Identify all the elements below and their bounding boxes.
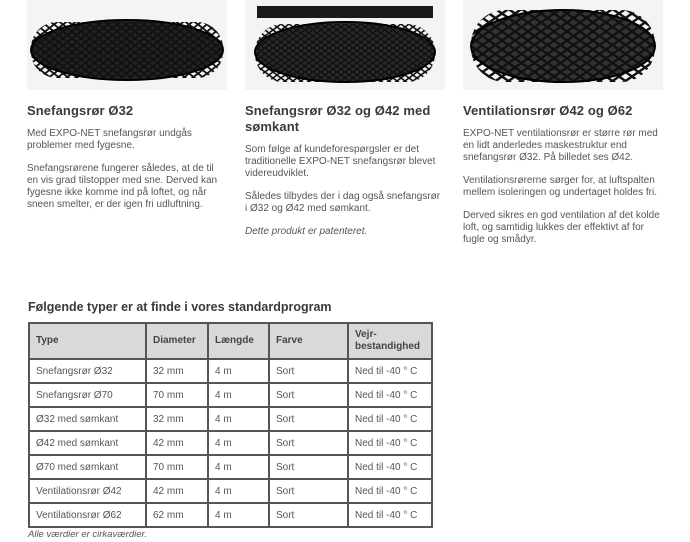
- mesh-tube-image: [27, 0, 227, 90]
- header-weather-resistance: Vejr-bestandighed: [349, 324, 431, 358]
- product-paragraph: Som følge af kundeforespørgsler er det traditionelle EXPO-NET snefangsrør blevet videreudviklet.: [245, 144, 436, 179]
- cell-length: 4 m: [209, 408, 268, 430]
- product-paragraph: Derved sikres en god ventilation af det kolde loft, og samtidig lukkes der effektivt af for fugle og smådyr.: [463, 210, 660, 245]
- cell-type: Snefangsrør Ø70: [30, 384, 145, 406]
- product-title: Ventilationsrør Ø42 og Ø62: [463, 103, 633, 118]
- table-row: [30, 456, 431, 478]
- header-type: Type: [30, 324, 145, 358]
- cell-weather: Ned til -40 ° C: [349, 384, 431, 406]
- cell-weather: Ned til -40 ° C: [349, 432, 431, 454]
- ventilation-tube-icon: [463, 0, 663, 90]
- product-paragraph: Med EXPO-NET snefangsrør undgås problemer med fygesne.: [27, 128, 192, 151]
- cell-diameter: 70 mm: [147, 456, 207, 478]
- table-footnote: Alle værdier er cirkaværdier.: [28, 529, 147, 540]
- cell-length: 4 m: [209, 456, 268, 478]
- product-spec-table: [28, 322, 433, 528]
- cell-diameter: 32 mm: [147, 360, 207, 382]
- cell-weather: Ned til -40 ° C: [349, 408, 431, 430]
- mesh-tube-with-edge-image: [245, 0, 445, 90]
- table-heading: Følgende typer er at finde i vores standardprogram: [28, 300, 332, 314]
- cell-type: Ø42 med sømkant: [30, 432, 145, 454]
- cell-color: Sort: [270, 408, 347, 430]
- cell-diameter: 70 mm: [147, 384, 207, 406]
- cell-color: Sort: [270, 384, 347, 406]
- cell-type: Ø70 med sømkant: [30, 456, 145, 478]
- cell-color: Sort: [270, 456, 347, 478]
- cell-color: Sort: [270, 432, 347, 454]
- product-paragraph: Således tilbydes der i dag også snefangsrør i Ø32 og Ø42 med sømkant.: [245, 191, 441, 214]
- table-row: [30, 384, 431, 406]
- product-column-snefangsror-somkant: [245, 0, 445, 249]
- cell-diameter: 42 mm: [147, 480, 207, 502]
- header-diameter: Diameter: [147, 324, 207, 358]
- cell-weather: Ned til -40 ° C: [349, 504, 431, 526]
- ventilation-tube-image: [463, 0, 663, 90]
- cell-type: Ventilationsrør Ø42: [30, 480, 145, 502]
- product-paragraph: Snefangsrørene fungerer således, at de til en vis grad tilstopper med sne. Derved kan fygesne ikke komme ind på loftet, og når sneen smelter, er der igen fri udluftning.: [27, 163, 218, 210]
- table-row: [30, 480, 431, 502]
- cell-length: 4 m: [209, 504, 268, 526]
- mesh-tube-edge-icon: [245, 0, 445, 90]
- table-row: [30, 360, 431, 382]
- cell-diameter: 62 mm: [147, 504, 207, 526]
- cell-color: Sort: [270, 504, 347, 526]
- table-row: [30, 504, 431, 526]
- cell-length: 4 m: [209, 384, 268, 406]
- cell-color: Sort: [270, 480, 347, 502]
- cell-length: 4 m: [209, 480, 268, 502]
- cell-weather: Ned til -40 ° C: [349, 456, 431, 478]
- cell-length: 4 m: [209, 360, 268, 382]
- header-color: Farve: [270, 324, 347, 358]
- product-column-snefangsror-32: [27, 0, 227, 222]
- patent-note: Dette produkt er patenteret.: [245, 226, 368, 237]
- table-row: [30, 432, 431, 454]
- cell-weather: Ned til -40 ° C: [349, 480, 431, 502]
- product-paragraph: Ventilationsrørerne sørger for, at luftspalten mellem isoleringen og undertaget holdes fri.: [463, 175, 657, 198]
- product-title: Snefangsrør Ø32 og Ø42 med sømkant: [245, 103, 431, 134]
- cell-diameter: 32 mm: [147, 408, 207, 430]
- cell-diameter: 42 mm: [147, 432, 207, 454]
- header-length: Længde: [209, 324, 268, 358]
- product-column-ventilationsror: [463, 0, 663, 257]
- cell-type: Ø32 med sømkant: [30, 408, 145, 430]
- cell-weather: Ned til -40 ° C: [349, 360, 431, 382]
- cell-type: Snefangsrør Ø32: [30, 360, 145, 382]
- table-header-row: [30, 324, 431, 358]
- table-row: [30, 408, 431, 430]
- mesh-tube-icon: [27, 0, 227, 90]
- cell-color: Sort: [270, 360, 347, 382]
- cell-length: 4 m: [209, 432, 268, 454]
- product-title: Snefangsrør Ø32: [27, 103, 134, 118]
- product-paragraph: EXPO-NET ventilationsrør er større rør med en lidt anderledes maskestruktur end snefangsrør Ø32. På billedet ses Ø42.: [463, 128, 658, 163]
- cell-type: Ventilationsrør Ø62: [30, 504, 145, 526]
